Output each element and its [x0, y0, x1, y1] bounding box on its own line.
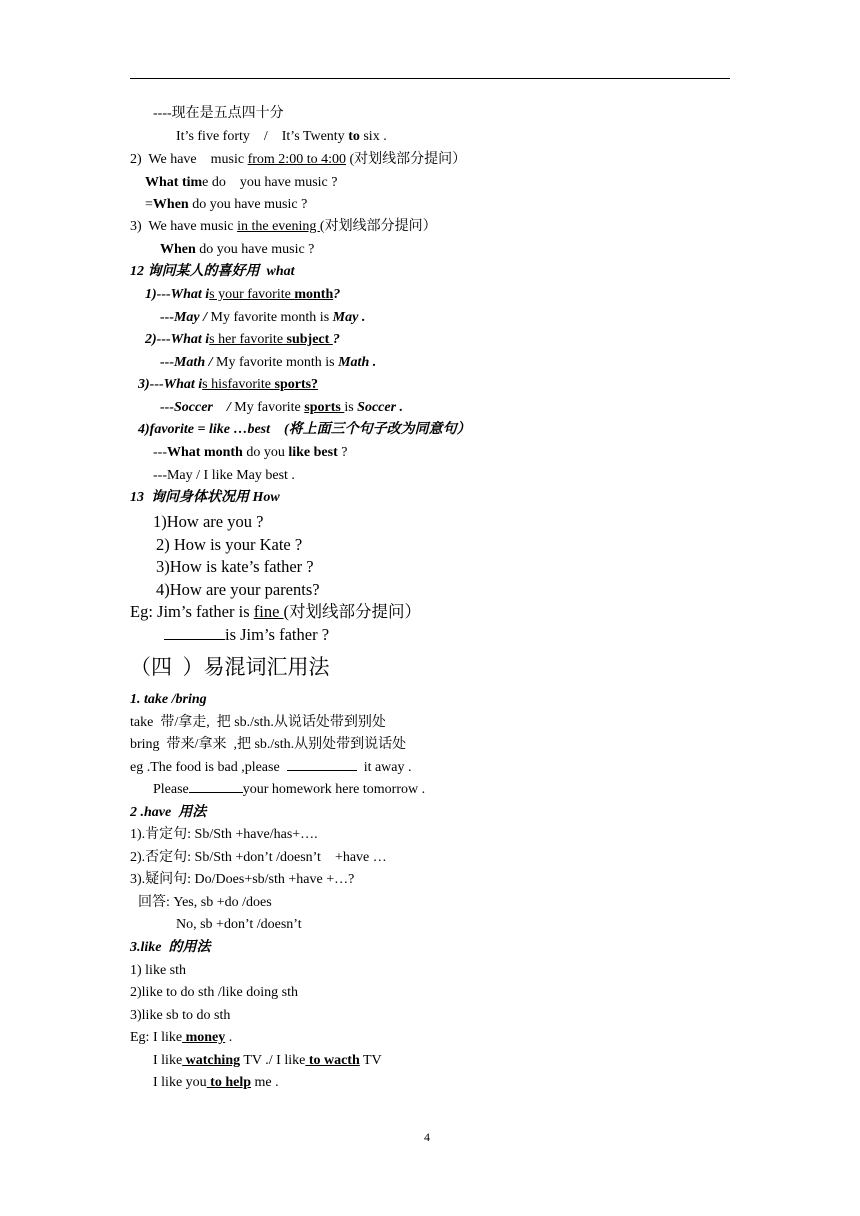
text-span: 2)like to do sth /like doing sth [130, 985, 298, 1000]
text-line [138, 895, 272, 912]
text-span: do you [242, 445, 289, 460]
text-span: 2 .have 用法 [130, 805, 207, 820]
text-line [153, 1075, 279, 1092]
text-line [130, 737, 406, 754]
text-span: 2) How is your Kate ? [156, 535, 303, 554]
underlined-text: in the evening [237, 219, 320, 234]
text-line [130, 827, 318, 844]
text-span: 1)---What i [145, 287, 210, 302]
text-span: ---Math / [160, 355, 213, 370]
text-span: 2)---What i [145, 332, 210, 347]
text-line [145, 332, 340, 349]
text-line [160, 355, 376, 372]
text-span: What month [167, 445, 243, 460]
underlined-text: subject [286, 332, 333, 347]
text-span: 3.like 的用法 [130, 940, 211, 955]
text-span: 2).否定句: Sb/Sth +don’t /doesn’t +have … [130, 850, 387, 865]
text-span: six . [359, 129, 387, 144]
text-span: My favorite month is [212, 355, 339, 370]
underlined-text: s hisfavorite [202, 377, 275, 392]
text-line [138, 377, 318, 394]
text-span: me . [251, 1075, 279, 1090]
underlined-text: sports? [274, 377, 319, 392]
underlined-text: from 2:00 to 4:00 [247, 152, 346, 167]
underlined-text: sports [304, 400, 345, 415]
underlined-text: fine [253, 602, 284, 621]
text-span: Eg: Jim’s father is [130, 602, 254, 621]
underlined-text: month [294, 287, 334, 302]
text-line [156, 535, 302, 555]
text-span: May . [332, 310, 366, 325]
text-span: 回答: Yes, sb +do /does [138, 895, 272, 910]
text-line [153, 782, 425, 799]
text-span: My favorite month is [207, 310, 333, 325]
text-span: Math . [338, 355, 377, 370]
text-line [153, 468, 295, 485]
text-line [130, 219, 437, 236]
text-span: 12 询问某人的喜好用 what [130, 264, 295, 279]
text-line [156, 557, 314, 577]
text-line [176, 917, 302, 934]
text-span: do you have music ? [195, 242, 315, 257]
text-span: to [348, 129, 360, 144]
text-line [130, 872, 354, 889]
text-span: bring 带来/拿来 ,把 sb./sth.从别处带到说话处 [130, 737, 407, 752]
text-line [156, 580, 320, 600]
text-span: ? [337, 445, 348, 460]
underlined-text: s her favorite [209, 332, 287, 347]
text-line [130, 1030, 232, 1047]
text-span: 2) We have music [130, 152, 248, 167]
fill-in-blank [164, 638, 225, 640]
text-line [130, 963, 186, 980]
text-line [153, 1053, 382, 1070]
fill-in-blank [287, 769, 357, 771]
header-rule [130, 78, 730, 79]
text-span: I like you [153, 1075, 207, 1090]
text-span: ---Soccer / [160, 400, 231, 415]
underlined-text: s your favorite [209, 287, 295, 302]
underlined-text: watching [182, 1053, 241, 1068]
text-span: 1. take /bring [130, 692, 207, 707]
text-line [153, 512, 263, 532]
text-span: 3)---What i [138, 377, 203, 392]
text-line [130, 1008, 230, 1025]
text-line [130, 940, 211, 957]
text-line [145, 287, 340, 304]
text-span: ---May / [160, 310, 208, 325]
text-span: . [225, 1030, 233, 1045]
text-line [160, 310, 365, 327]
text-span: Please [153, 782, 189, 797]
text-span: TV [359, 1053, 382, 1068]
text-span: My favorite [230, 400, 305, 415]
text-line [160, 242, 314, 259]
text-span: (对划线部分提问） [319, 219, 437, 234]
text-span: 1) like sth [130, 963, 186, 978]
text-line [176, 129, 387, 146]
section-heading [130, 655, 330, 680]
page-number: 4 [424, 1130, 430, 1144]
text-span: do you have music ? [188, 197, 308, 212]
text-line [145, 197, 307, 214]
text-span: --- [153, 445, 167, 460]
text-span: 3)How is kate’s father ? [156, 557, 314, 576]
text-span: It’s five forty / It’s Twenty [176, 129, 349, 144]
text-span: 4)favorite = like …best (将上面三个句子改为同意句） [138, 422, 471, 437]
text-span: TV ./ I like [240, 1053, 306, 1068]
text-span: (对划线部分提问） [283, 602, 422, 621]
text-line [153, 445, 347, 462]
text-span: No, sb +don’t /doesn’t [176, 917, 302, 932]
fill-in-blank [189, 791, 243, 793]
text-span: Eg: I like [130, 1030, 183, 1045]
text-span: ? [333, 287, 341, 302]
text-span: ---May / I like May best . [153, 468, 295, 483]
text-line [130, 985, 298, 1002]
text-span: eg .The food is bad ,please [130, 760, 287, 775]
text-span: 1)How are you ? [153, 512, 264, 531]
text-span: (对划线部分提问） [345, 152, 467, 167]
text-span: I like [153, 1053, 183, 1068]
underlined-text: to help [206, 1075, 251, 1090]
text-span: 3) We have music [130, 219, 238, 234]
text-span: When [152, 197, 189, 212]
text-line [130, 602, 421, 622]
text-line [138, 422, 471, 439]
text-line [145, 175, 337, 192]
text-line [130, 152, 466, 169]
text-span: ? [332, 332, 340, 347]
underlined-text: money [182, 1030, 226, 1045]
text-span: When [160, 242, 196, 257]
text-span: is [344, 400, 358, 415]
text-span: 4)How are your parents? [156, 580, 320, 599]
text-span: 13 询问身体状况用 How [130, 490, 280, 505]
text-line [130, 490, 280, 507]
underlined-text: to wacth [305, 1053, 360, 1068]
text-span: take 带/拿走, 把 sb./sth.从说话处带到别处 [130, 715, 386, 730]
text-span: your homework here tomorrow . [242, 782, 426, 797]
text-line [164, 625, 329, 645]
text-line [130, 715, 386, 732]
text-span: = [145, 197, 153, 212]
text-span: 3).疑问句: Do/Does+sb/sth +have +…? [130, 872, 355, 887]
text-span: 1).肯定句: Sb/Sth +have/has+…. [130, 827, 318, 842]
text-span: Soccer . [357, 400, 404, 415]
text-span: it away . [356, 760, 412, 775]
text-line [130, 760, 412, 777]
text-span: ----现在是五点四十分 [153, 106, 284, 121]
text-span: is Jim’s father ? [225, 625, 330, 644]
text-line [130, 850, 387, 867]
text-span: 3)like sb to do sth [130, 1008, 231, 1023]
text-span: like best [288, 445, 338, 460]
text-span: e do you have music ? [202, 175, 338, 190]
text-line [160, 400, 403, 417]
text-span: What tim [145, 175, 203, 190]
text-line [130, 692, 207, 709]
text-line [130, 264, 295, 281]
text-line [153, 106, 284, 123]
text-line [130, 805, 206, 822]
text-span: （四 ）易混词汇用法 [130, 655, 330, 679]
